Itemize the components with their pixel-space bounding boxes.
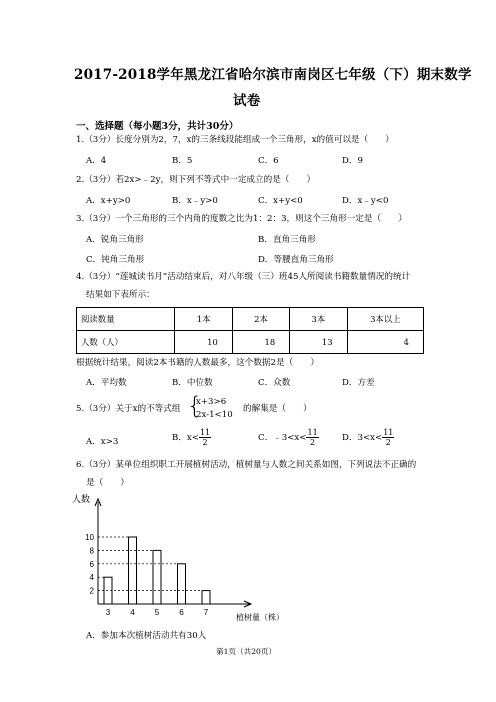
x-tick-label: 3 [105,608,111,617]
bar [178,564,186,604]
table-cell: 4 [347,331,423,354]
q4-option-d[interactable]: D．方差 [342,378,375,388]
fraction [199,428,211,447]
q2-option-a[interactable]: A．x+y>0 [86,196,131,206]
table-cell: 3本 [290,308,347,331]
table-row [77,331,424,354]
q1-option-c[interactable]: C．6 [258,156,279,166]
q5-option-d-label: D．3<x< [342,433,383,443]
fraction [382,428,394,447]
question-4-followup: 根据统计结果，阅读2本书籍的人数最多，这个数据2是（ ） [76,358,319,368]
table-cell: 人数（人） [77,331,175,354]
question-6-line2: 是（ ） [86,478,129,488]
page-footer: 第1页（共20页） [216,647,277,656]
q4-option-a[interactable]: A．平均数 [86,378,127,388]
bar [202,591,210,604]
table-cell: 10 [175,331,232,354]
x-tick-label: 4 [130,608,135,617]
q3-option-d[interactable]: D．等腰直角三角形 [258,255,334,265]
table-cell: 3本以上 [347,308,423,331]
q1-option-b[interactable]: B．5 [172,156,193,166]
table-cell: 2本 [232,308,289,331]
y-tick-label: 6 [89,559,94,569]
fraction-denominator: 2 [202,438,208,447]
q3-option-c[interactable]: C．钝角三角形 [86,255,145,265]
q4-option-b[interactable]: B．中位数 [172,378,213,388]
table-cell: 1本 [175,308,232,331]
page-title-line2: 试卷 [233,93,261,109]
page-title-line1: 2017-2018学年黑龙江省哈尔滨市南岗区七年级（下）期末数学 [74,67,472,83]
fraction-numerator: 11 [307,428,318,437]
q5-option-c-label: C．﹣3<x< [258,433,307,443]
question-1: 1.（3分）长度分别为2，7，x的三条线段能组成一个三角形，x的值可以是（ ） [76,135,394,145]
question-4-line2: 结果如下表所示： [86,290,155,300]
q5-option-d[interactable] [342,428,394,447]
fraction-numerator: 11 [383,428,394,437]
q1-option-d[interactable]: D．9 [342,156,363,166]
system-brace: { [187,392,203,420]
x-axis-label: 植树量（株） [236,613,284,622]
table-cell: 13 [290,331,347,354]
table-header-row [77,308,424,331]
fraction [306,428,318,447]
tree-planting-bar-chart [60,490,310,625]
q2-option-b[interactable]: B．x﹣y>0 [172,196,218,206]
question-5-post: 的解集是（ ） [243,404,312,414]
y-axis-label: 人数 [72,494,91,504]
q5-option-b-label: B．x< [172,433,199,443]
fraction-denominator: 2 [310,438,316,447]
y-tick-label: 4 [89,573,94,583]
q3-option-a[interactable]: A．锐角三角形 [86,235,144,245]
x-tick-label: 5 [154,608,160,617]
bar [129,537,137,604]
bar [153,550,161,604]
question-3: 3.（3分）一个三角形的三个内角的度数之比为1：2：3，则这个三角形一定是（ ） [76,214,407,224]
question-5-pre: 5.（3分）关于x的不等式组 [76,404,181,414]
y-tick-label: 2 [89,586,94,596]
y-tick-label: 8 [89,546,94,556]
table-cell: 18 [232,331,289,354]
q5-option-a[interactable]: A．x>3 [86,437,119,447]
y-tick-label: 10 [85,533,94,542]
question-2: 2.（3分）若2x>﹣2y，则下列不等式中一定成立的是（ ） [76,175,316,185]
section-heading: 一、选择题（每小题3分，共计30分） [76,121,239,132]
q5-option-b[interactable] [172,428,211,447]
q5-option-c[interactable] [258,428,319,447]
q2-option-d[interactable]: D．x﹣y<0 [342,196,389,206]
inequality-2: 2x-1<10 [196,410,233,420]
q1-option-a[interactable]: A．4 [86,156,107,166]
x-tick-label: 7 [203,608,209,617]
question-4-line1: 4.（3分）“莲城读书月”活动结束后，对八年级（三）班45人所阅读书籍数量情况的统计 [76,272,411,282]
q2-option-c[interactable]: C．x+y<0 [258,196,303,206]
fraction-denominator: 2 [385,438,391,447]
q3-option-b[interactable]: B．直角三角形 [258,235,316,245]
q4-option-c[interactable]: C．众数 [258,378,291,388]
fraction-numerator: 11 [199,428,211,437]
reading-stats-table [76,307,424,354]
q6-option-a[interactable]: A．参加本次植树活动共有30人 [86,631,207,641]
inequality-1: x+3>6 [196,397,227,407]
table-cell: 阅读数量 [77,308,175,331]
x-tick-label: 6 [179,608,184,617]
question-6-line1: 6.（3分）某单位组织职工开展植树活动，植树量与人数之间关系如图，下列说法不正确的 [76,460,417,470]
